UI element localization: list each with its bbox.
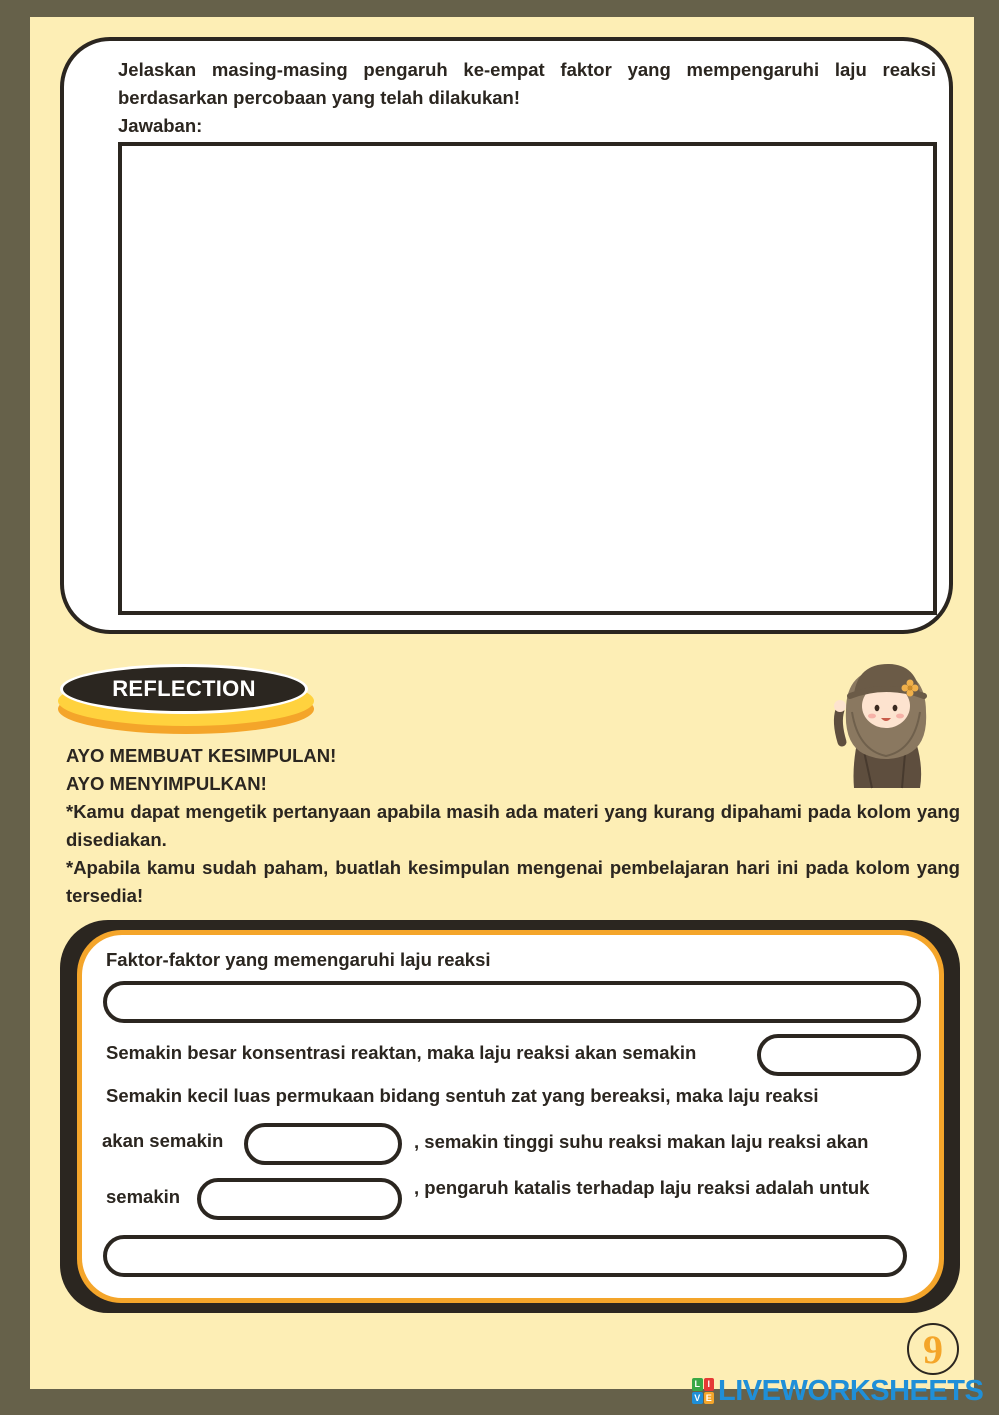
catalyst-input[interactable] xyxy=(103,1235,907,1277)
liveworksheets-logo xyxy=(692,1374,983,1408)
temperature-input[interactable] xyxy=(197,1178,402,1220)
reflection-badge: REFLECTION xyxy=(60,664,308,714)
page-number-badge: 9 xyxy=(907,1323,959,1375)
summary-heading: Faktor-faktor yang memengaruhi laju reaksi xyxy=(106,949,491,970)
instruction-heading-1: AYO MEMBUAT KESIMPULAN! xyxy=(66,745,337,766)
reflection-badge-group xyxy=(58,664,314,740)
concentration-sentence: Semakin besar konsentrasi reaktan, maka laju reaksi akan semakin xyxy=(106,1042,697,1063)
catalyst-sentence: , pengaruh katalis terhadap laju reaksi adalah untuk xyxy=(414,1177,870,1198)
concentration-input[interactable] xyxy=(757,1034,921,1076)
answer-label: Jawaban: xyxy=(118,115,203,136)
temperature-sentence-end: semakin xyxy=(106,1186,181,1207)
surface-sentence: Semakin kecil luas permukaan bidang sentuh zat yang bereaksi, maka laju reaksi xyxy=(106,1085,819,1106)
instruction-text-1: *Kamu dapat mengetik pertanyaan apabila masih ada materi yang kurang dipahami pada kolom yang disediakan. xyxy=(66,801,960,850)
surface-sentence-end: akan semakin xyxy=(102,1130,224,1151)
instruction-text-2: *Apabila kamu sudah paham, buatlah kesimpulan mengenai pembelajaran hari ini pada kolom yang tersedia! xyxy=(66,857,960,906)
surface-input[interactable] xyxy=(244,1123,402,1165)
temperature-sentence: , semakin tinggi suhu reaksi makan laju reaksi akan xyxy=(414,1131,869,1152)
question-prompt: Jelaskan masing-masing pengaruh ke-empat faktor yang mempengaruhi laju reaksi berdasarkan percobaan yang telah dilakukan! xyxy=(118,59,936,108)
answer-textarea[interactable] xyxy=(118,142,937,615)
reflection-instructions xyxy=(66,742,960,910)
liveworksheets-mark-icon: L I V E xyxy=(692,1378,714,1404)
brand-name: LIVEWORKSHEETS xyxy=(718,1374,984,1407)
factors-input[interactable] xyxy=(103,981,921,1023)
instruction-heading-2: AYO MENYIMPULKAN! xyxy=(66,773,267,794)
